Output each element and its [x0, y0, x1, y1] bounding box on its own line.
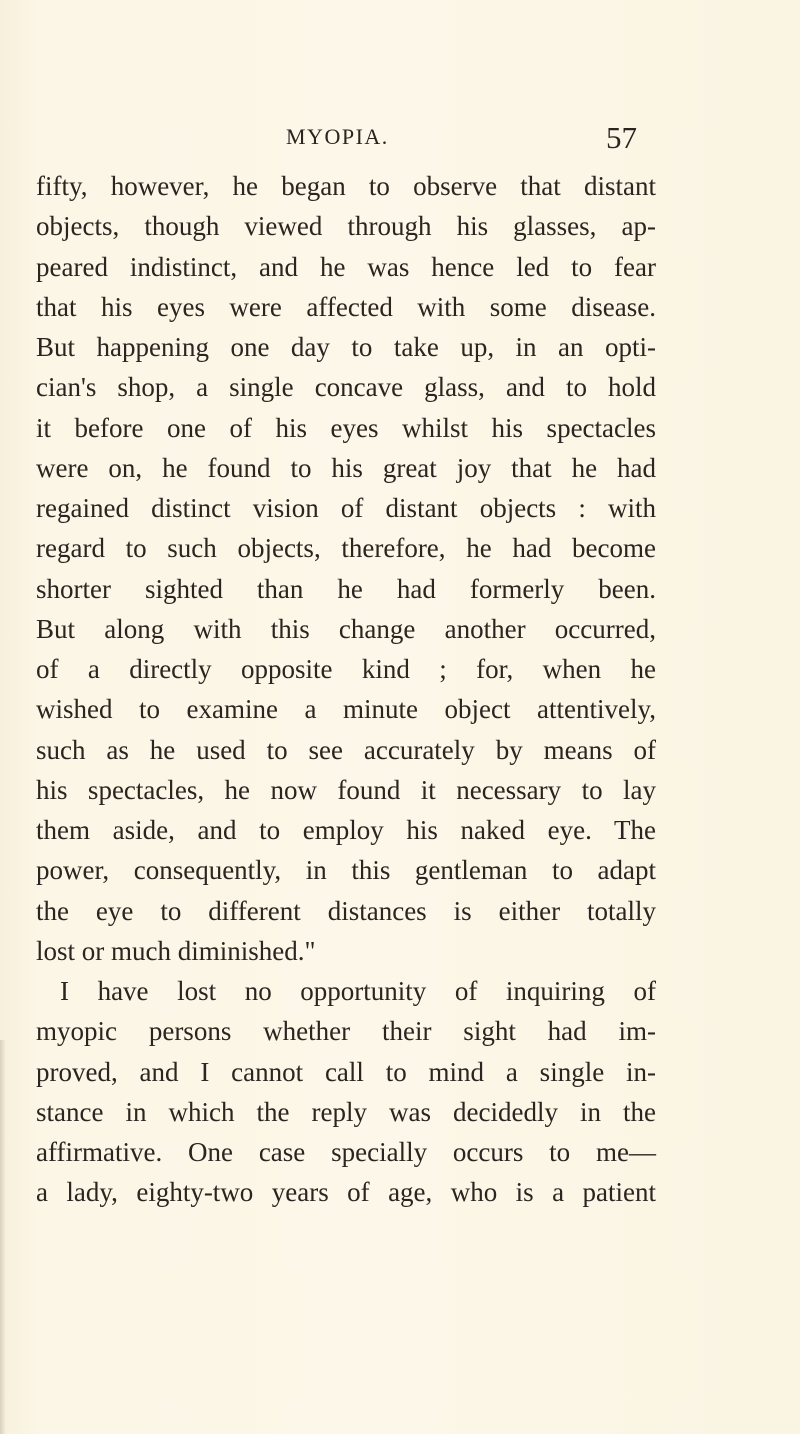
- text-line: cian's shop, a single concave glass, and to hold: [36, 372, 656, 403]
- text-line: But happening one day to take up, in an opti-: [36, 332, 656, 362]
- text-line: affirmative. One case specially occurs to me—: [36, 1137, 656, 1167]
- text-line: regained distinct vision of distant objects : with: [36, 493, 656, 523]
- text-line: were on, he found to his great joy that he had: [36, 452, 656, 483]
- running-head: [36, 120, 656, 160]
- text-line: such as he used to see accurately by means of: [36, 734, 656, 765]
- text-line: But along with this change another occurred,: [36, 613, 656, 644]
- text-line: stance in which the reply was decidedly in the: [36, 1096, 656, 1127]
- paragraph-start-line: I have lost no opportunity of inquiring of: [60, 976, 656, 1006]
- text-line: it before one of his eyes whilst his spectacles: [36, 412, 656, 443]
- text-line: a lady, eighty-two years of age, who is a patient: [36, 1177, 656, 1208]
- body-text: [36, 166, 656, 1213]
- page-edge-shadow: [0, 1040, 6, 1434]
- text-line: them aside, and to employ his naked eye. The: [36, 815, 656, 845]
- text-line: proved, and I cannot call to mind a single in-: [36, 1056, 656, 1087]
- text-line: shorter sighted than he had formerly been.: [36, 573, 656, 604]
- text-line: peared indistinct, and he was hence led to fear: [36, 251, 656, 282]
- text-line: that his eyes were affected with some disease.: [36, 291, 656, 322]
- text-line: his spectacles, he now found it necessary to lay: [36, 774, 656, 805]
- text-line: objects, though viewed through his glasses, ap-: [36, 211, 656, 242]
- text-line: fifty, however, he began to observe that distant: [36, 171, 656, 201]
- text-line: regard to such objects, therefore, he had become: [36, 533, 656, 564]
- text-line: the eye to different distances is either totally: [36, 895, 656, 926]
- text-line: of a directly opposite kind ; for, when he: [36, 654, 656, 684]
- text-line: wished to examine a minute object attentively,: [36, 694, 656, 725]
- page-number: 57: [606, 120, 637, 155]
- running-title: MYOPIA.: [286, 124, 389, 149]
- text-line: myopic persons whether their sight had im-: [36, 1016, 656, 1047]
- paragraph-end-line: lost or much diminished.": [36, 935, 316, 966]
- text-line: power, consequently, in this gentleman to adapt: [36, 855, 656, 886]
